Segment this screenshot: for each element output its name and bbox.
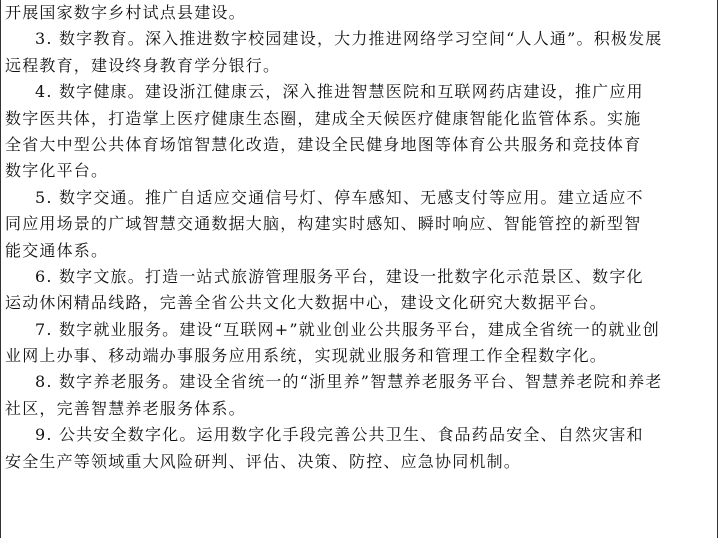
item-5-heading-line: 5. 数字交通。推广自适应交通信号灯、停车感知、无感支付等应用。建立适应不: [35, 187, 644, 207]
item-9-heading-line: 9. 公共安全数字化。运用数字化手段完善公共卫生、食品药品安全、自然灾害和: [35, 425, 644, 445]
text-line: 社区，完善智慧养老服务体系。: [5, 398, 246, 418]
text-line: 远程教育，建设终身教育学分银行。: [5, 55, 281, 75]
text-line: 能交通体系。: [5, 240, 109, 260]
item-8-heading-line: 8. 数字养老服务。建设全省统一的“浙里养”智慧养老服务平台、智慧养老院和养老: [35, 372, 663, 392]
item-6-heading-line: 6. 数字文旅。打造一站式旅游管理服务平台，建设一批数字化示范景区、数字化: [35, 266, 644, 286]
text-line: 安全生产等领域重大风险研判、评估、决策、防控、应急协同机制。: [5, 451, 522, 471]
text-line: 数字医共体，打造掌上医疗健康生态圈，建成全天候医疗健康智能化监管体系。实施: [5, 108, 642, 128]
text-line: 全省大中型公共体育场馆智慧化改造，建设全民健身地图等体育公共服务和竞技体育: [5, 134, 642, 154]
text-line: 业网上办事、移动端办事服务应用系统，实现就业服务和管理工作全程数字化。: [5, 346, 608, 366]
text-line: 运动休闲精品线路，完善全省公共文化大数据中心，建设文化研究大数据平台。: [5, 293, 608, 313]
item-7-heading-line: 7. 数字就业服务。建设“互联网+”就业创业公共服务平台，建成全省统一的就业创: [35, 319, 660, 339]
item-4-heading-line: 4. 数字健康。建设浙江健康云，深入推进智慧医院和互联网药店建设，推广应用: [35, 82, 644, 102]
document-body: [5, 0, 711, 475]
text-line: 开展国家数字乡村试点县建设。: [5, 3, 246, 22]
text-line: 同应用场景的广域智慧交通数据大脑，构建实时感知、瞬时响应、智能管控的新型智: [5, 214, 642, 234]
item-3-heading-line: 3. 数字教育。深入推进数字校园建设，大力推进网络学习空间“人人通”。积极发展: [35, 29, 663, 49]
text-line: 数字化平台。: [5, 161, 109, 181]
